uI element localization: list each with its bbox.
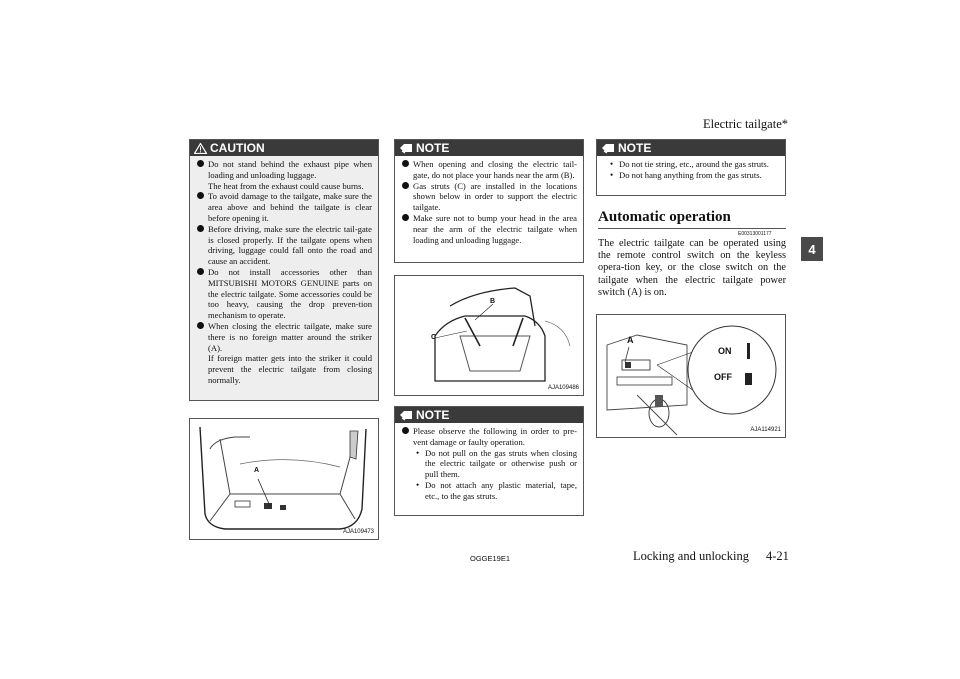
document-code: OGGE19E1	[470, 554, 511, 563]
note-subitem: • Do not tie string, etc., around the gas struts.	[610, 159, 769, 169]
note-panel-string	[596, 139, 786, 196]
section-rule	[598, 228, 786, 229]
caution-header	[190, 140, 378, 156]
note-panel-arm	[394, 139, 584, 263]
figure-code: AJA114921	[750, 427, 781, 433]
running-header: Electric tailgate*	[702, 117, 788, 131]
caution-item: Before driving, make sure the electric tail-gate is closed properly. If the tailgate opens when driving, luggage could fall onto the road and cause an accident.	[196, 224, 372, 267]
label-b: B	[490, 298, 496, 305]
label-c: C	[431, 334, 437, 341]
label-a: A	[627, 335, 634, 345]
switch-on-label: ON	[718, 346, 732, 356]
cargo-area-drawing	[190, 419, 378, 539]
note-subitem: • Do not pull on the gas struts when closing the electric tailgate or otherwise push or pull them.	[416, 447, 577, 480]
note-title: NOTE	[416, 408, 450, 422]
label-a: A	[254, 467, 260, 474]
note-title: NOTE	[416, 141, 450, 155]
footer-section: Locking and unlocking	[633, 549, 749, 563]
section-code: E00313001177	[738, 231, 772, 237]
note-body	[395, 156, 583, 245]
note-item: When opening and closing the electric tail-gate, do not place your hands near the arm (B).	[401, 159, 577, 181]
chapter-tab: 4	[801, 237, 823, 261]
note-icon	[399, 410, 413, 421]
note-icon	[601, 143, 615, 154]
switch-illustration	[596, 314, 786, 438]
tailgate-illustration	[394, 275, 584, 396]
note-subitem: • Do not hang anything from the gas struts.	[610, 169, 762, 180]
note-item: Make sure not to bump your head in the area near the arm of the electric tailgate when loading and unloading luggage.	[401, 213, 577, 245]
note-header	[395, 140, 583, 156]
note-title: NOTE	[618, 141, 652, 155]
caution-item: To avoid damage to the tailgate, make sure the area above and behind the tailgate is clear before opening it.	[196, 191, 372, 223]
caution-panel	[189, 139, 379, 401]
section-body: The electric tailgate can be operated using the remote control switch on the keyless opera-tion key, or the close switch on the tailgate when the electric tailgate power switch (A) is on.	[598, 238, 786, 298]
note-item: Gas struts (C) are installed in the locations shown below in order to support the electric tailgate.	[401, 181, 577, 213]
note-panel-gas-struts	[394, 406, 584, 516]
caution-body	[190, 156, 378, 386]
dashboard-switch-drawing	[597, 315, 785, 437]
switch-off-label: OFF	[714, 372, 732, 382]
tailgate-drawing	[395, 276, 583, 395]
page-number: 4-21	[766, 549, 789, 563]
section-title: Automatic operation	[598, 209, 731, 225]
caution-item: When closing the electric tailgate, make sure there is no foreign matter around the striker (A). If foreign matter gets into the striker it could prevent the electric tailgate from closing normally.	[196, 321, 372, 386]
note-body	[597, 156, 785, 181]
warning-icon	[194, 143, 207, 154]
note-item: Please observe the following in order to pre-vent damage or faulty operation. • Do not pull on the gas struts when closing the electric tailgate or otherwise push or pull them. • Do not attach any plastic material, tape, etc., to the gas struts.	[401, 426, 577, 502]
caution-title: CAUTION	[210, 141, 265, 155]
striker-illustration	[189, 418, 379, 540]
caution-item: Do not install accessories other than MITSUBISHI MOTORS GENUINE parts on the electric tailgate. Some accessories could be too heavy, causing the drop preven-tion mechanism to operate.	[196, 267, 372, 321]
figure-code: AJA109486	[547, 385, 579, 391]
note-icon	[399, 143, 413, 154]
note-header	[597, 140, 785, 156]
note-header	[395, 407, 583, 423]
note-body	[395, 423, 583, 502]
figure-code: AJA109473	[342, 529, 374, 535]
caution-item: Do not stand behind the exhaust pipe when loading and unloading luggage. The heat from the exhaust could cause burns.	[196, 159, 372, 191]
note-subitem: • Do not attach any plastic material, tape, etc., to the gas struts.	[416, 479, 577, 501]
